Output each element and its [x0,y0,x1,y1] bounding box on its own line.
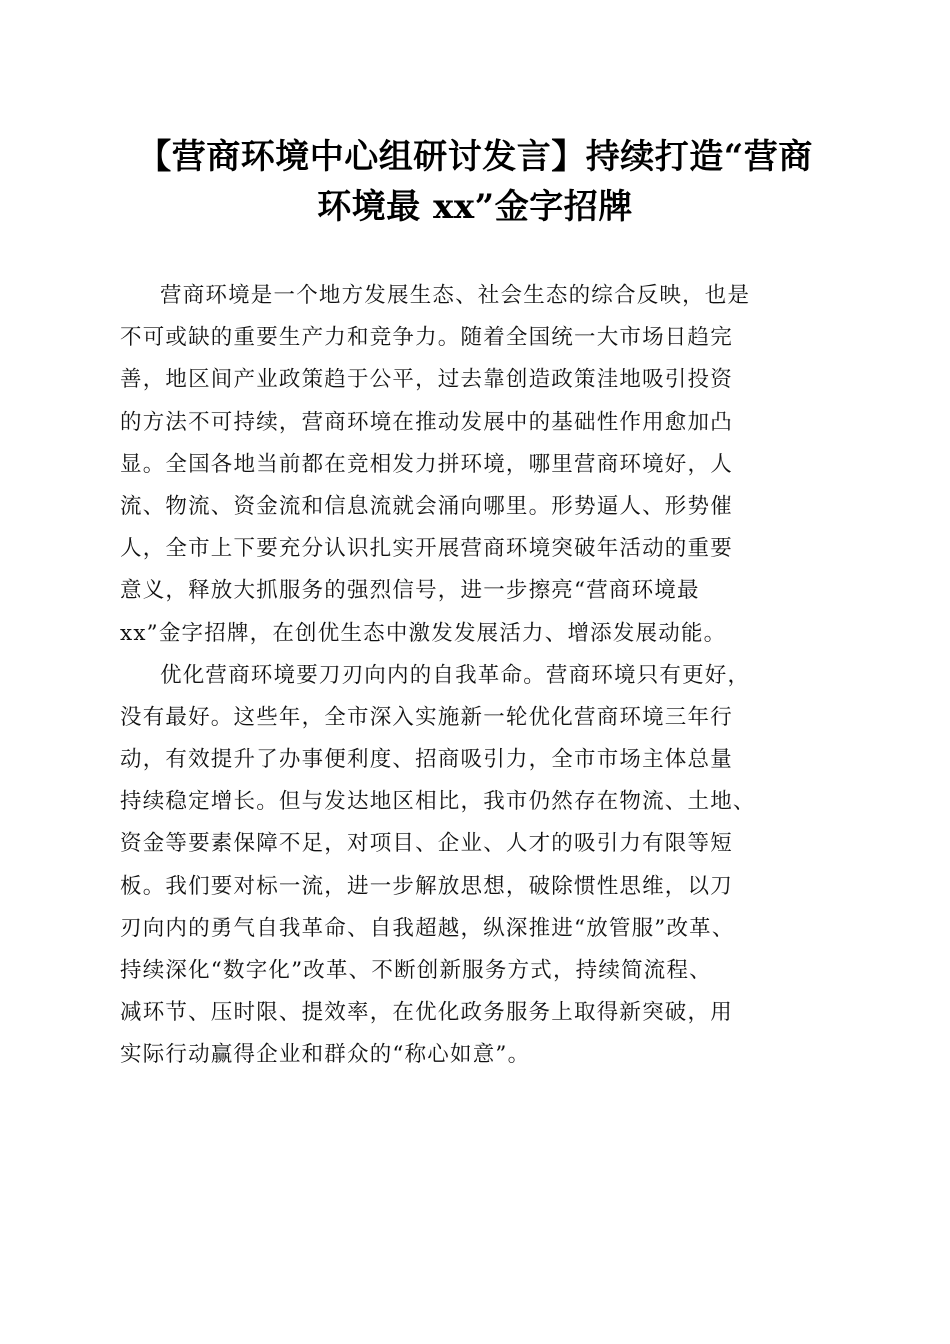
document-title [110,132,840,232]
text-line: 人，全市上下要充分认识扎实开展营商环境突破年活动的重要 [120,536,733,562]
text-line: 资金等要素保障不足，对项目、企业、人才的吸引力有限等短 [120,831,733,857]
text-line: 减环节、压时限、提效率，在优化政务服务上取得新突破，用 [120,1000,733,1026]
paragraph-2 [120,655,830,1077]
text-line: 持续稳定增长。但与发达地区相比，我市仍然存在物流、土地、 [120,789,756,815]
text-line: 营商环境是一个地方发展生态、社会生态的综合反映，也是 [160,283,751,308]
text-line: 没有最好。这些年，全市深入实施新一轮优化营商环境三年行 [120,704,733,730]
text-line: 流、物流、资金流和信息流就会涌向哪里。形势逼人、形势催 [120,493,733,519]
text-line: xx”金字招牌，在创优生态中激发发展活力、增添发展动能。 [120,620,727,646]
text-line: 的方法不可持续，营商环境在推动发展中的基础性作用愈加凸 [120,409,733,435]
text-line: 优化营商环境要刀刃向内的自我革命。营商环境只有更好， [160,662,751,688]
text-line: 意义，释放大抓服务的强烈信号，进一步擦亮“营商环境最 [120,578,700,604]
text-line: 持续深化“数字化”改革、不断创新服务方式，持续简流程、 [120,958,712,983]
text-line: 动，有效提升了办事便利度、招商吸引力，全市市场主体总量 [120,747,733,773]
title-line: 【营商环境中心组研讨发言】持续打造“营商 [137,137,813,177]
text-line: 刃向内的勇气自我革命、自我超越，纵深推进“放管服”改革、 [120,915,735,941]
text-line: 善，地区间产业政策趋于公平，过去靠创造政策洼地吸引投资 [120,367,733,393]
title-line: 环境最 xx”金字招牌 [317,187,633,227]
document-body [120,275,830,1077]
text-line: 实际行动赢得企业和群众的“称心如意”。 [120,1042,531,1068]
paragraph-1 [120,275,830,655]
text-line: 不可或缺的重要生产力和竞争力。随着全国统一大市场日趋完 [120,325,733,351]
text-line: 板。我们要对标一流，进一步解放思想，破除惯性思维，以刀 [120,873,733,899]
text-line: 显。全国各地当前都在竞相发力拼环境，哪里营商环境好，人 [120,451,733,477]
